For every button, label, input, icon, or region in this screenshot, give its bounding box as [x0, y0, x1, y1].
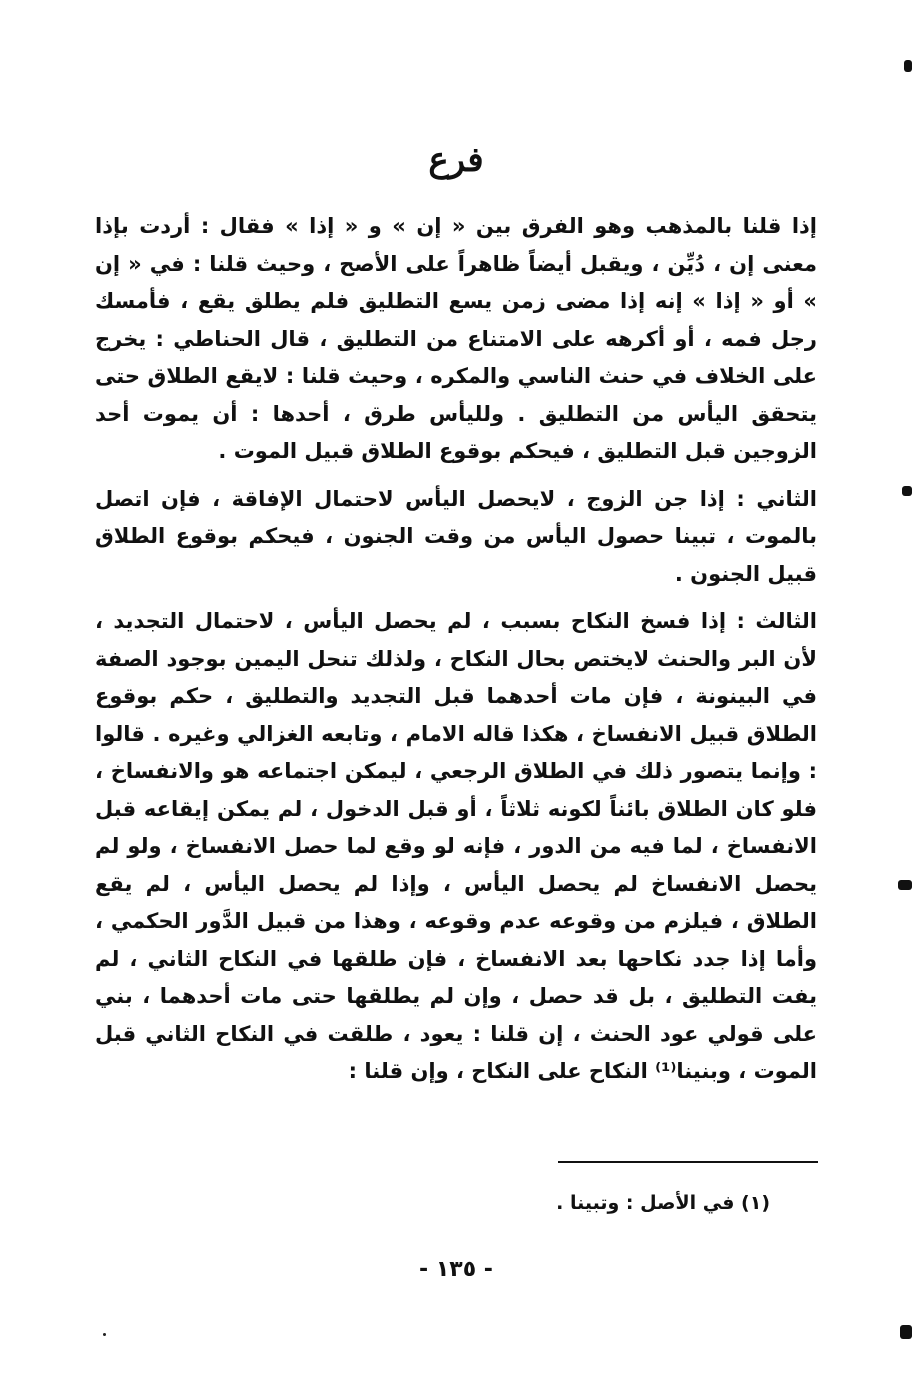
scan-edge-mark	[904, 60, 912, 72]
scan-edge-mark	[898, 880, 912, 890]
page-number: - ١٣٥ -	[419, 1257, 493, 1282]
scan-edge-mark	[902, 486, 912, 496]
paragraph-3: الثالث : إذا فسخ النكاح بسبب ، لم يحصل اليأس ، لاحتمال التجديد ، لأن البر والحنث لايختص بحال النكاح ، ولذلك تنحل اليمين بوجود الصفة في البينونة ، فإن مات أحدهما قبل التجديد والتطليق ، حكم بوقوع الطلاق قبيل الانفساخ ، هكذا قاله الامام ، وتابعه الغزالي وغيره . قالوا : وإنما يتصور ذلك في الطلاق الرجعي ، ليمكن اجتماعه هو والانفساخ ، فلو كان الطلاق بائناً لكونه ثلاثاً ، أو قبل الدخول ، لم يمكن إيقاعه قبل الانفساخ ، لما فيه من الدور ، فإنه لو وقع لما حصل الانفساخ ، ولو لم يحصل الانفساخ لم يحصل اليأس ، وإذا لم يحصل اليأس ، لم يقع الطلاق ، فيلزم من وقوعه عدم وقوعه ، وهذا من قبيل الدَّور الحكمي ، وأما إذا جدد نكاحها بعد الانفساخ ، فإن طلقها في النكاح الثاني ، لم يفت التطليق ، بل قد حصل ، وإن لم يطلقها حتى مات أحدهما ، بني على قولي عود الحنث ، إن قلنا : يعود ، طلقت في النكاح الثاني قبل الموت ، وبنينا⁽¹⁾ النكاح على النكاح ، وإن قلنا :	[95, 609, 817, 1083]
scan-edge-mark	[900, 1325, 912, 1339]
footnote: (١) في الأصل : وتبينا .	[556, 1192, 770, 1214]
section-heading: فرع	[428, 140, 484, 180]
paragraph-2: الثاني : إذا جن الزوج ، لايحصل اليأس لاحتمال الإفاقة ، فإن اتصل بالموت ، تبينا حصول اليأس من وقت الجنون ، فيحكم بوقوع الطلاق قبيل الجنون .	[95, 486, 817, 586]
paragraph-1: إذا قلنا بالمذهب وهو الفرق بين « إن » و « إذا » فقال : أردت بإذا معنى إن ، دُيِّن ، ويقبل أيضاً ظاهراً على الأصح ، وحيث قلنا : في « إن » أو « إذا » إنه إذا مضى زمن يسع التطليق فلم يطلق يقع ، فأمسك رجل فمه ، أو أكرهه على الامتناع من التطليق ، قال الحناطي : يخرج على الخلاف في حنث الناسي والمكره ، وحيث قلنا : لايقع الطلاق حتى يتحقق اليأس من التطليق . ولليأس طرق ، أحدها : أن يموت أحد الزوجين قبل التطليق ، فيحكم بوقوع الطلاق قبيل الموت .	[95, 214, 817, 463]
body-text	[95, 208, 817, 1091]
scan-speck	[103, 1333, 106, 1336]
footnote-divider	[558, 1161, 818, 1163]
